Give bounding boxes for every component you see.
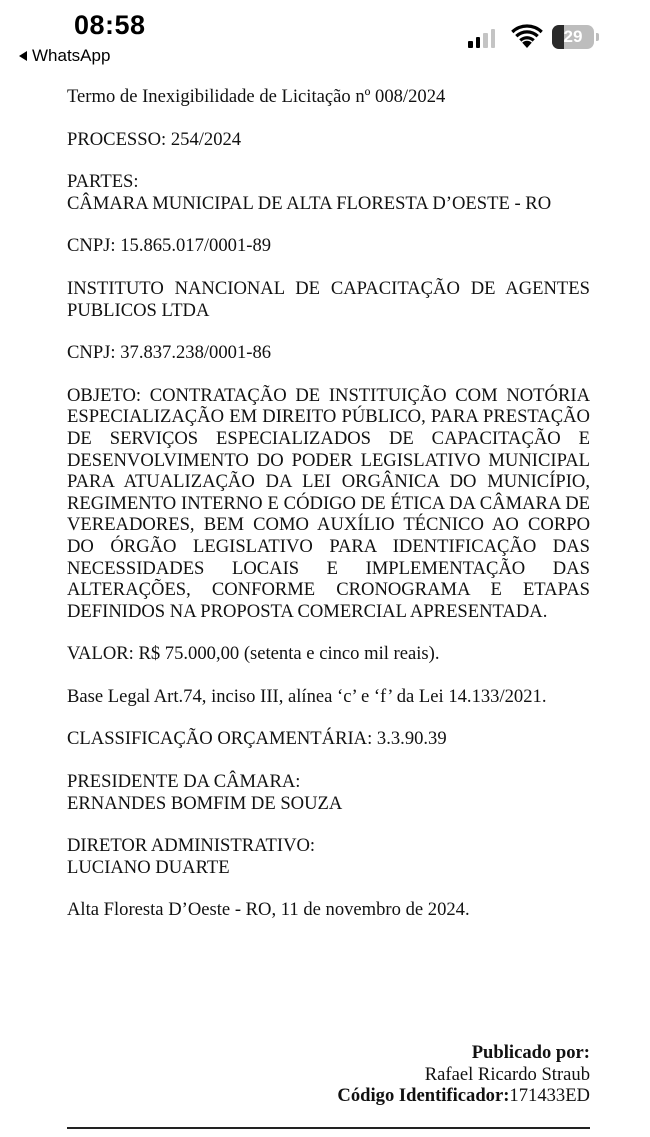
presidente-section [67, 771, 590, 814]
identifier-label: Código Identificador: [337, 1085, 510, 1107]
back-arrow-icon [19, 51, 27, 61]
back-app-label: WhatsApp [32, 46, 111, 65]
presidente-name: ERNANDES BOMFIM DE SOUZA [67, 792, 343, 814]
diretor-section [67, 835, 590, 878]
battery-icon [552, 25, 594, 49]
back-to-app-button[interactable] [19, 46, 110, 66]
valor-line: VALOR: R$ 75.000,00 (setenta e cinco mil reais). [67, 643, 440, 665]
identifier-code: 171433ED [509, 1085, 590, 1107]
battery-percentage: 29 [563, 27, 583, 46]
partes-label: PARTES: [67, 171, 139, 193]
diretor-name: LUCIANO DUARTE [67, 856, 230, 878]
objeto-paragraph: OBJETO: CONTRATAÇÃO DE INSTITUIÇÃO COM NOTÓRIA ESPECIALIZAÇÃO EM DIREITO PÚBLICO, PARA PRESTAÇÃO DE SERVIÇOS ESPECIALIZADOS DE CAPACITAÇÃO E DESENVOLVIMENTO DO PODER LEGISLATIVO MUNICIPAL PARA ATUALIZAÇÃO DA LEI ORGÂNICA DO MUNICÍPIO, REGIMENTO INTERNO E CÓDIGO DE ÉTICA DA CÂMARA DE VEREADORES, BEM COMO AUXÍLIO TÉCNICO AO CORPO DO ÓRGÃO LEGISLATIVO PARA IDENTIFICAÇÃO DAS NECESSIDADES LOCAIS E IMPLEMENTAÇÃO DAS ALTERAÇÕES, CONFORME CRONOGRAMA E ETAPAS DEFINIDOS NA PROPOSTA COMERCIAL APRESENTADA. [67, 384, 590, 622]
document-body [67, 86, 590, 942]
status-time: 08:58 [74, 10, 146, 40]
divider-line [67, 1127, 590, 1129]
processo-number: PROCESSO: 254/2024 [67, 128, 242, 150]
cellular-signal-icon [468, 26, 495, 48]
publisher-name: Rafael Ricardo Straub [424, 1063, 590, 1085]
publication-block [337, 1042, 590, 1107]
document-title: Termo de Inexigibilidade de Licitação nº 008/2024 [67, 86, 446, 107]
classificacao-line: CLASSIFICAÇÃO ORÇAMENTÁRIA: 3.3.90.39 [67, 728, 447, 750]
place-date-line: Alta Floresta D’Oeste - RO, 11 de novembro de 2024. [67, 899, 470, 921]
party1-cnpj: CNPJ: 15.865.017/0001-89 [67, 235, 272, 257]
battery-cap [596, 33, 599, 41]
party2-cnpj: CNPJ: 37.837.238/0001-86 [67, 342, 272, 364]
presidente-label: PRESIDENTE DA CÂMARA: [67, 771, 301, 793]
partes-section [67, 171, 590, 214]
published-by-label: Publicado por: [471, 1042, 590, 1063]
base-legal-line: Base Legal Art.74, inciso III, alínea ‘c’ e ‘f’ da Lei 14.133/2021. [67, 685, 547, 707]
wifi-icon [510, 24, 544, 50]
identifier-line [337, 1085, 590, 1107]
diretor-label: DIRETOR ADMINISTRATIVO: [67, 835, 316, 857]
status-bar [0, 0, 650, 76]
party1-name: CÂMARA MUNICIPAL DE ALTA FLORESTA D’OESTE - RO [67, 192, 552, 214]
party2-name: INSTITUTO NANCIONAL DE CAPACITAÇÃO DE AGENTES PUBLICOS LTDA [67, 277, 590, 321]
